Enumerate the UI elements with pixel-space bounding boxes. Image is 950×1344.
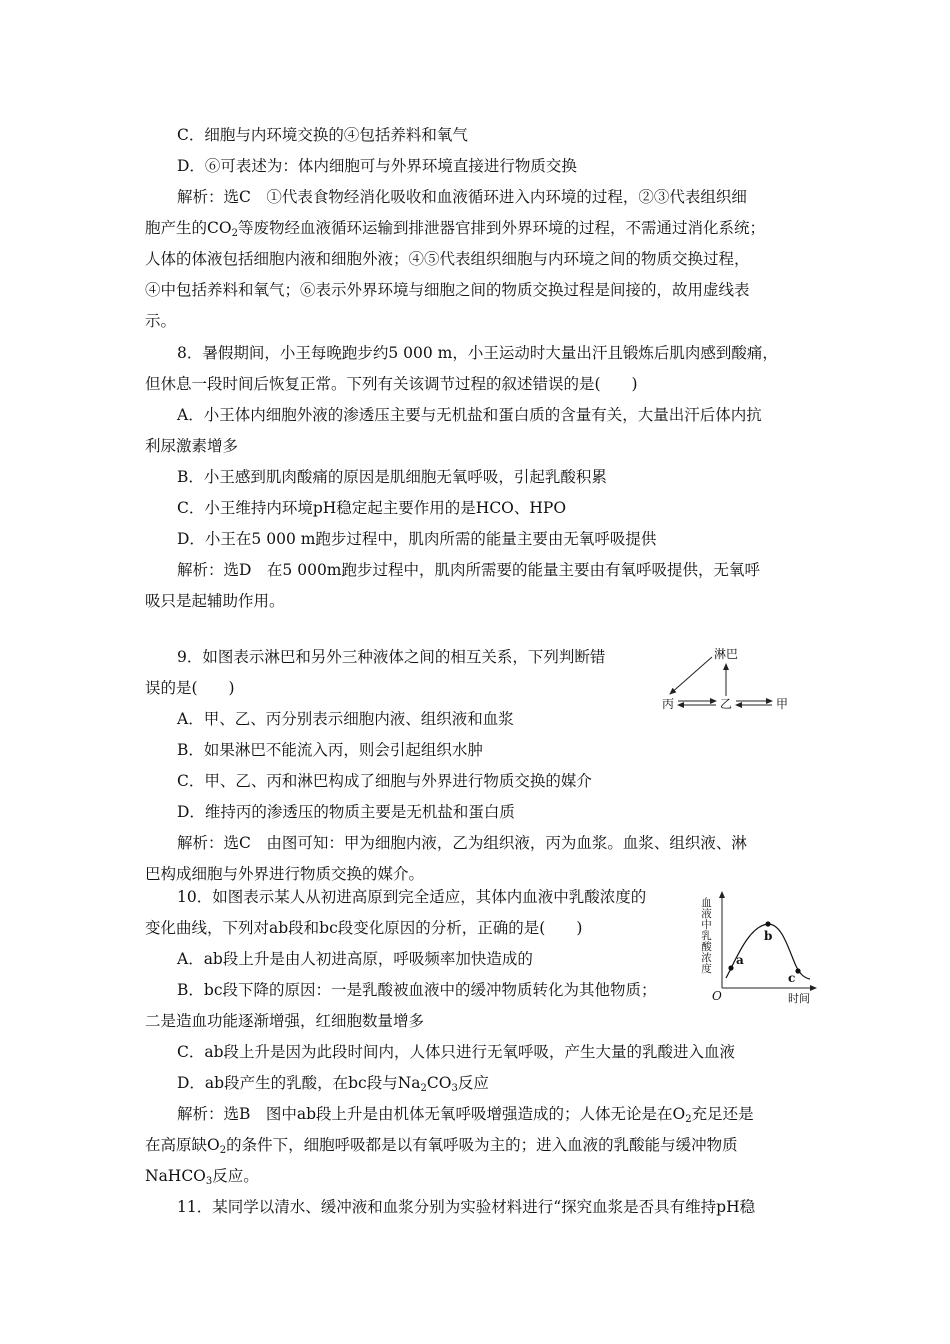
- q8-option-a-line-2: 利尿激素增多: [145, 437, 239, 455]
- lactic-acid-chart: [700, 882, 820, 1006]
- q8-option-a-line-1: A．小王体内细胞外液的渗透压主要与无机盐和蛋白质的含量有关，大量出汗后体内抗: [177, 406, 762, 424]
- q10-option-b-line-2: 二是造血功能逐渐增强，红细胞数量增多: [145, 1012, 425, 1030]
- q10-analysis-line-3: NaHCO$_3$反应。: [145, 1167, 259, 1187]
- q8-option-b: B．小王感到肌肉酸痛的原因是肌细胞无氧呼吸，引起乳酸积累: [177, 468, 607, 486]
- diagram-label-bing: 丙: [662, 697, 675, 711]
- q7-analysis-line-1: 解析：选C ①代表食物经消化吸收和血液循环进入内环境的过程，②③代表组织细: [177, 188, 747, 206]
- point-a-marker: [728, 965, 733, 970]
- q8-option-d: D．小王在5 000 m跑步过程中，肌肉所需的能量主要由无氧呼吸提供: [177, 530, 657, 548]
- q10-stem-line-1: 10．如图表示某人从初进高原到完全适应，其体内血液中乳酸浓度的: [177, 888, 647, 906]
- q7-option-c: C．细胞与内环境交换的④包括养料和氧气: [177, 126, 468, 144]
- q10-option-a: A．ab段上升是由人初进高原，呼吸频率加快造成的: [177, 950, 533, 968]
- q10-option-b-line-1: B．bc段下降的原因：一是乳酸被血液中的缓冲物质转化为其他物质；: [177, 981, 657, 999]
- q7-option-d: D．⑥可表述为：体内细胞可与外界环境直接进行物质交换: [177, 157, 577, 175]
- diagram-label-jia: 甲: [776, 697, 789, 711]
- chart-y-label: 血液中乳酸浓度: [700, 897, 712, 974]
- q7-analysis-line-4: ④中包括养料和氧气；⑥表示外界环境与细胞之间的物质交换过程是间接的，故用虚线表: [145, 281, 750, 299]
- q9-option-c: C．甲、乙、丙和淋巴构成了细胞与外界进行物质交换的媒介: [177, 772, 592, 790]
- q10-option-d: D．ab段产生的乳酸，在bc段与$Na_2CO_3$反应: [177, 1074, 489, 1094]
- point-b-label: b: [764, 929, 773, 943]
- q8-stem-line-2: 但休息一段时间后恢复正常。下列有关该调节过程的叙述错误的是( ): [145, 375, 638, 393]
- q10-analysis-line-1: 解析：选B 图中ab段上升是由机体无氧呼吸增强造成的；人体无论是在$O_2$充足还是: [177, 1105, 754, 1125]
- q9-analysis-line-2: 巴构成细胞与外界进行物质交换的媒介。: [145, 865, 425, 883]
- q8-stem-line-1: 8．暑假期间，小王每晚跑步约5 000 m，小王运动时大量出汗且锻炼后肌肉感到酸痛，: [177, 344, 778, 362]
- q9-option-a: A．甲、乙、丙分别表示细胞内液、组织液和血浆: [177, 710, 514, 728]
- diagram-label-yi: 乙: [720, 697, 733, 711]
- arrow-lymph-to-bing: [670, 657, 712, 694]
- q10-analysis-line-2: 在高原缺$O_2$的条件下，细胞呼吸都是以有氧呼吸为主的；进入血液的乳酸能与缓冲物质: [145, 1136, 738, 1156]
- point-a-label: a: [736, 953, 744, 967]
- q8-option-c: C．小王维持内环境pH稳定起主要作用的是HCO、HPO: [177, 499, 567, 517]
- chart-origin-label: O: [712, 989, 722, 1003]
- q9-analysis-line-1: 解析：选C 由图可知：甲为细胞内液，乙为组织液，丙为血浆。血浆、组织液、淋: [177, 834, 747, 852]
- chart-x-label: 时间: [788, 992, 810, 1005]
- q9-option-b: B．如果淋巴不能流入丙，则会引起组织水肿: [177, 741, 483, 759]
- point-c-label: c: [788, 971, 796, 985]
- point-b-marker: [765, 921, 770, 926]
- diagram-label-lymph: 淋巴: [714, 647, 739, 661]
- q7-analysis-line-2: 胞产生的$CO_2$等废物经血液循环运输到排泄器官排到外界环境的过程，不需通过消化系统；: [145, 219, 765, 239]
- q11-stem-line-1: 11．某同学以清水、缓冲液和血浆分别为实验材料进行“探究血浆是否具有维持pH稳: [177, 1198, 756, 1216]
- fluid-relationship-diagram: [650, 640, 800, 720]
- q7-analysis-line-5: 示。: [145, 312, 177, 330]
- point-c-marker: [795, 968, 800, 973]
- q8-analysis-line-2: 吸只是起辅助作用。: [145, 592, 285, 610]
- q7-analysis-line-3: 人体的体液包括细胞内液和细胞外液；④⑤代表组织细胞与内环境之间的物质交换过程，: [145, 250, 750, 268]
- q9-stem-line-1: 9．如图表示淋巴和另外三种液体之间的相互关系，下列判断错: [177, 648, 606, 666]
- q9-option-d: D．维持丙的渗透压的物质主要是无机盐和蛋白质: [177, 803, 515, 821]
- q10-stem-line-2: 变化曲线，下列对ab段和bc段变化原因的分析，正确的是( ): [145, 919, 583, 937]
- q8-analysis-line-1: 解析：选D 在5 000m跑步过程中，肌肉所需要的能量主要由有氧呼吸提供，无氧呼: [177, 561, 761, 579]
- q9-stem-line-2: 误的是( ): [145, 679, 235, 697]
- q10-option-c: C．ab段上升是因为此段时间内，人体只进行无氧呼吸，产生大量的乳酸进入血液: [177, 1043, 736, 1061]
